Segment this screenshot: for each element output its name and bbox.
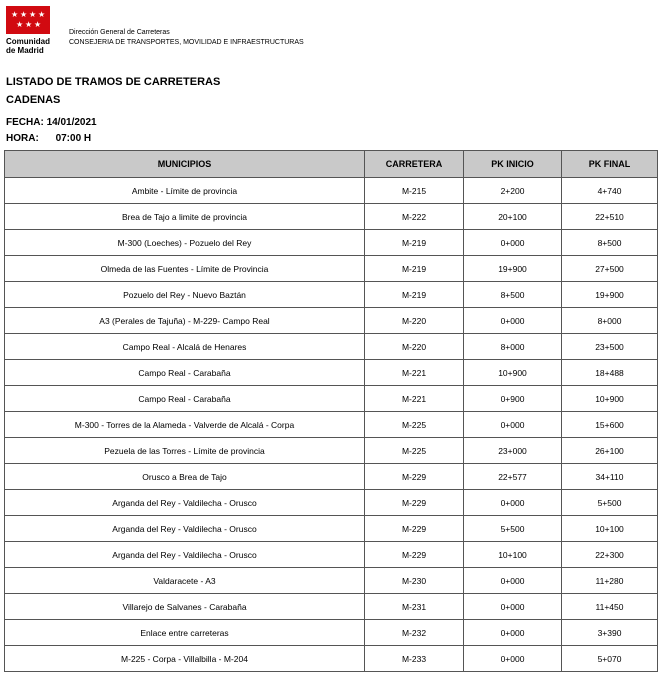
cell-pk-final: 11+280: [562, 568, 658, 594]
cell-pk-final: 26+100: [562, 438, 658, 464]
cell-pk-inicio: 0+000: [464, 646, 562, 672]
cell-municipios: A3 (Perales de Tajuña) - M-229- Campo Real: [5, 308, 365, 334]
table-row: [5, 282, 658, 308]
cell-pk-inicio: 0+000: [464, 620, 562, 646]
time-value: 07:00 H: [55, 133, 92, 144]
cell-municipios: Enlace entre carreteras: [5, 620, 365, 646]
header-pk-inicio: PK INICIO: [464, 151, 562, 178]
cell-municipios: Arganda del Rey - Valdilecha - Orusco: [5, 542, 365, 568]
cell-carretera: M-219: [365, 230, 464, 256]
cell-pk-inicio: 10+900: [464, 360, 562, 386]
cell-pk-inicio: 0+000: [464, 412, 562, 438]
cell-carretera: M-232: [365, 620, 464, 646]
cell-pk-final: 22+300: [562, 542, 658, 568]
table-row: [5, 646, 658, 672]
cell-pk-inicio: 8+000: [464, 334, 562, 360]
cell-pk-inicio: 0+000: [464, 594, 562, 620]
cell-carretera: M-219: [365, 256, 464, 282]
cell-carretera: M-220: [365, 334, 464, 360]
date-value: 14/01/2021: [46, 117, 97, 128]
logo-text-line1: Comunidad: [6, 37, 50, 46]
cell-pk-inicio: 2+200: [464, 178, 562, 204]
comunidad-de-madrid-logo: [6, 6, 64, 66]
cell-carretera: M-229: [365, 490, 464, 516]
cell-pk-final: 19+900: [562, 282, 658, 308]
cell-pk-inicio: 10+100: [464, 542, 562, 568]
org-line1: Dirección General de Carreteras: [69, 29, 170, 36]
organization-name: [69, 28, 304, 48]
cell-municipios: Ambite - Límite de provincia: [5, 178, 365, 204]
cell-pk-inicio: 5+500: [464, 516, 562, 542]
road-sections-table: [4, 150, 658, 672]
cell-pk-final: 18+488: [562, 360, 658, 386]
cell-pk-final: 23+500: [562, 334, 658, 360]
report-title: LISTADO DE TRAMOS DE CARRETERAS: [6, 76, 221, 88]
report-heading: [6, 74, 606, 147]
page-header: [6, 6, 656, 66]
cell-carretera: M-230: [365, 568, 464, 594]
cell-carretera: M-231: [365, 594, 464, 620]
cell-municipios: Pezuela de las Torres - Límite de provincia: [5, 438, 365, 464]
cell-pk-final: 5+500: [562, 490, 658, 516]
cell-pk-final: 3+390: [562, 620, 658, 646]
cell-pk-final: 34+110: [562, 464, 658, 490]
time-label: HORA:: [6, 133, 39, 144]
cell-pk-inicio: 0+000: [464, 490, 562, 516]
report-subtitle: CADENAS: [6, 94, 61, 106]
table-row: [5, 568, 658, 594]
cell-carretera: M-229: [365, 542, 464, 568]
cell-municipios: M-225 - Corpa - Villalbilla - M-204: [5, 646, 365, 672]
table-row: [5, 230, 658, 256]
cell-municipios: Campo Real - Carabaña: [5, 386, 365, 412]
cell-carretera: M-229: [365, 464, 464, 490]
cell-pk-final: 5+070: [562, 646, 658, 672]
header-carretera: CARRETERA: [365, 151, 464, 178]
cell-pk-inicio: 0+900: [464, 386, 562, 412]
logo-text-line2: de Madrid: [6, 46, 44, 55]
org-line2: CONSEJERIA DE TRANSPORTES, MOVILIDAD E INFRAESTRUCTURAS: [69, 39, 304, 46]
table-row: [5, 516, 658, 542]
table-row: [5, 542, 658, 568]
table-row: [5, 386, 658, 412]
report-date: [6, 115, 606, 131]
cell-pk-inicio: 0+000: [464, 308, 562, 334]
cell-municipios: Orusco a Brea de Tajo: [5, 464, 365, 490]
table-row: [5, 204, 658, 230]
cell-pk-final: 8+500: [562, 230, 658, 256]
cell-pk-inicio: 8+500: [464, 282, 562, 308]
cell-municipios: Arganda del Rey - Valdilecha - Orusco: [5, 516, 365, 542]
header-pk-final: PK FINAL: [562, 151, 658, 178]
table-row: [5, 360, 658, 386]
table-row: [5, 464, 658, 490]
cell-carretera: M-215: [365, 178, 464, 204]
cell-pk-final: 11+450: [562, 594, 658, 620]
cell-municipios: Olmeda de las Fuentes - Límite de Provincia: [5, 256, 365, 282]
cell-pk-final: 4+740: [562, 178, 658, 204]
table-row: [5, 334, 658, 360]
cell-carretera: M-221: [365, 386, 464, 412]
date-label: FECHA:: [6, 117, 44, 128]
cell-carretera: M-221: [365, 360, 464, 386]
table-row: [5, 308, 658, 334]
report-time: [6, 131, 606, 147]
cell-municipios: Campo Real - Carabaña: [5, 360, 365, 386]
cell-municipios: M-300 (Loeches) - Pozuelo del Rey: [5, 230, 365, 256]
table-row: [5, 412, 658, 438]
table-row: [5, 620, 658, 646]
cell-municipios: M-300 - Torres de la Alameda - Valverde de Alcalá - Corpa: [5, 412, 365, 438]
table-row: [5, 256, 658, 282]
table-row: [5, 594, 658, 620]
header-municipios: MUNICIPIOS: [5, 151, 365, 178]
table-header-row: [5, 151, 658, 178]
cell-municipios: Pozuelo del Rey - Nuevo Baztán: [5, 282, 365, 308]
cell-municipios: Campo Real - Alcalá de Henares: [5, 334, 365, 360]
cell-pk-inicio: 23+000: [464, 438, 562, 464]
cell-pk-final: 27+500: [562, 256, 658, 282]
cell-carretera: M-222: [365, 204, 464, 230]
cell-pk-final: 22+510: [562, 204, 658, 230]
cell-pk-inicio: 22+577: [464, 464, 562, 490]
cell-municipios: Arganda del Rey - Valdilecha - Orusco: [5, 490, 365, 516]
cell-pk-inicio: 19+900: [464, 256, 562, 282]
logo-text: [6, 37, 66, 55]
table-row: [5, 438, 658, 464]
table-row: [5, 490, 658, 516]
cell-carretera: M-233: [365, 646, 464, 672]
cell-carretera: M-219: [365, 282, 464, 308]
cell-municipios: Valdaracete - A3: [5, 568, 365, 594]
table-row: [5, 178, 658, 204]
table-body: [5, 178, 658, 672]
cell-municipios: Villarejo de Salvanes - Carabaña: [5, 594, 365, 620]
cell-municipios: Brea de Tajo a limite de provincia: [5, 204, 365, 230]
cell-pk-inicio: 20+100: [464, 204, 562, 230]
cell-pk-inicio: 0+000: [464, 230, 562, 256]
cell-carretera: M-225: [365, 438, 464, 464]
cell-pk-inicio: 0+000: [464, 568, 562, 594]
cell-carretera: M-225: [365, 412, 464, 438]
cell-pk-final: 15+600: [562, 412, 658, 438]
cell-pk-final: 8+000: [562, 308, 658, 334]
logo-flag: ★ ★ ★ ★ ★ ★ ★: [6, 6, 50, 34]
cell-pk-final: 10+100: [562, 516, 658, 542]
cell-carretera: M-220: [365, 308, 464, 334]
cell-pk-final: 10+900: [562, 386, 658, 412]
cell-carretera: M-229: [365, 516, 464, 542]
